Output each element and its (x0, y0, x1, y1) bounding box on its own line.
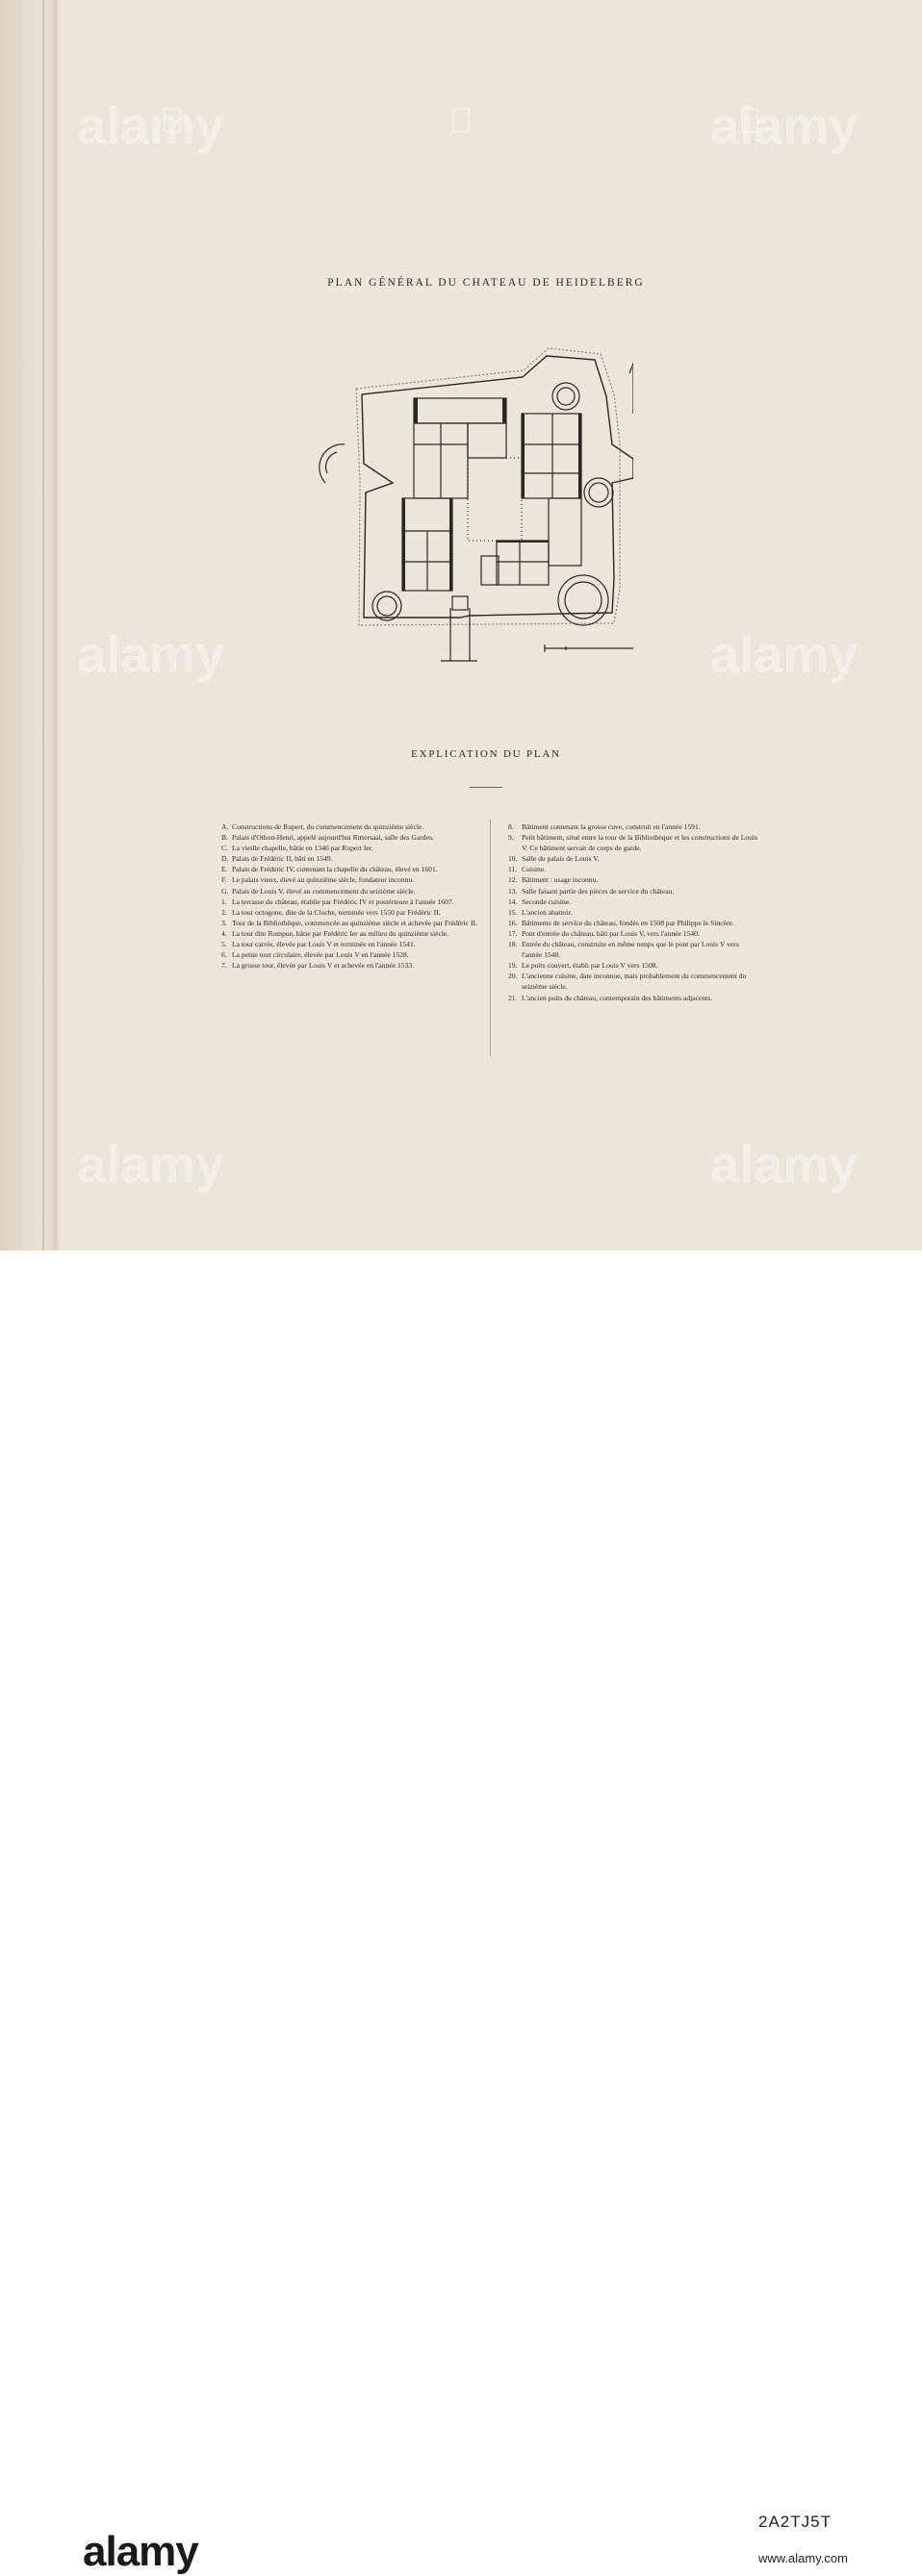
legend-item: F. Le palais vieux, élevé au quinzième siècle, fondateur inconnu. (221, 875, 415, 885)
plan-title: PLAN GÉNÉRAL DU CHATEAU DE HEIDELBERG (327, 277, 645, 289)
legend-item: E. Palais de Frédéric IV, contenant la chapelle du château, élevé en 1601. (221, 865, 438, 874)
legend-item: 4. La tour dite Rompue, bâtie par Frédéric Ier au milieu du quinzième siècle. (221, 928, 449, 938)
book-gutter (0, 0, 60, 1250)
legend-item: 20. L'ancienne cuisine, date inconnue, mais probablement du commencement du seizième siècle. (508, 972, 747, 992)
legend-item: 18. Entrée du château, construite en même temps que le pont par Louis V vers l'année 1540. (508, 940, 739, 960)
watermark-overlay: alamy (77, 1136, 225, 1194)
explanation-title: EXPLICATION DU PLAN (411, 748, 561, 760)
legend-item: 8. Bâtiment contenant la grosse cuve, construit en l'année 1591. (508, 822, 701, 831)
watermark-footer (0, 1250, 922, 2575)
alamy-logo: alamy (83, 2528, 198, 2575)
column-divider (490, 820, 491, 1056)
legend-item: 1. La terrasse du château, établie par Frédéric IV et postérieure à l'année 1607. (221, 897, 454, 906)
legend-item: D. Palais de Frédéric II, bâti en 1549. (221, 854, 333, 864)
legend-item: 21. L'ancien puits du château, contemporain des bâtiments adjacents. (508, 993, 713, 1002)
legend-item: 10. Salle du palais de Louis V. (508, 854, 600, 864)
site-url: www.alamy.com (758, 2551, 848, 2565)
legend-left (221, 821, 481, 971)
legend-item: G. Palais de Louis V, élevé au commencement du seizième siècle. (221, 886, 416, 896)
watermark-overlay: alamy (710, 1136, 858, 1194)
scanned-page (0, 0, 922, 1250)
legend-item: 2. La tour octogone, dite de la Cloche, terminée vers 1550 par Frédéric II. (221, 907, 441, 917)
castle-floor-plan (306, 339, 633, 675)
watermark-overlay: alamy (710, 97, 858, 155)
legend-item: C. La vieille chapelle, bâtie en 1346 par Rupert Ier. (221, 844, 373, 853)
legend-item: A. Constructions de Rupert, du commencement du quinzième siècle. (221, 822, 424, 831)
legend-item: 13. Salle faisant partie des pièces de service du château. (508, 886, 675, 896)
page-fold (42, 0, 44, 1250)
title-rule (470, 787, 502, 788)
legend-item: 19. Le puits couvert, établi par Louis V vers 1508. (508, 961, 658, 971)
legend-item: 3. Tour de la Bibliothèque, commencée au quinzième siècle et achevée par Frédéric II. (221, 918, 478, 927)
watermark-mark (164, 108, 181, 133)
watermark-mark (452, 108, 470, 133)
legend-item: 11. Cuisine. (508, 865, 547, 874)
legend-item: 16. Bâtiments de service du château, fondés en 1508 par Philippe le Sincère. (508, 918, 734, 927)
legend-item: 9. Petit bâtiment, situé entre la tour de la Bibliothèque et les constructions de Louis V. Ce bâtiment servait de corps de garde. (508, 833, 758, 853)
watermark-overlay: alamy (710, 626, 858, 684)
legend-item: 14. Seconde cuisine. (508, 897, 572, 906)
legend-item: 17. Pont d'entrée du château, bâti par Louis V, vers l'année 1540. (508, 928, 700, 938)
image-id: 2A2TJ5T (758, 2513, 832, 2531)
legend-right (508, 821, 760, 1003)
watermark-mark (741, 108, 758, 133)
watermark-overlay: alamy (77, 626, 225, 684)
legend-item: 7. La grosse tour, élevée par Louis V et achevée en l'année 1533. (221, 961, 415, 971)
legend-item: 12. Bâtiment : usage inconnu. (508, 875, 599, 885)
legend-item: 5. La tour carrée, élevée par Louis V et terminée en l'année 1541. (221, 940, 416, 949)
legend-item: 15. L'ancien abattoir. (508, 907, 573, 917)
legend-item: B. Palais d'Othon-Henri, appelé aujourd'hui Rittersaal, salle des Gardes. (221, 833, 434, 843)
legend-item: 6. La petite tour circulaire, élevée par Louis V en l'année 1528. (221, 950, 409, 960)
watermark-overlay: alamy (77, 97, 225, 155)
